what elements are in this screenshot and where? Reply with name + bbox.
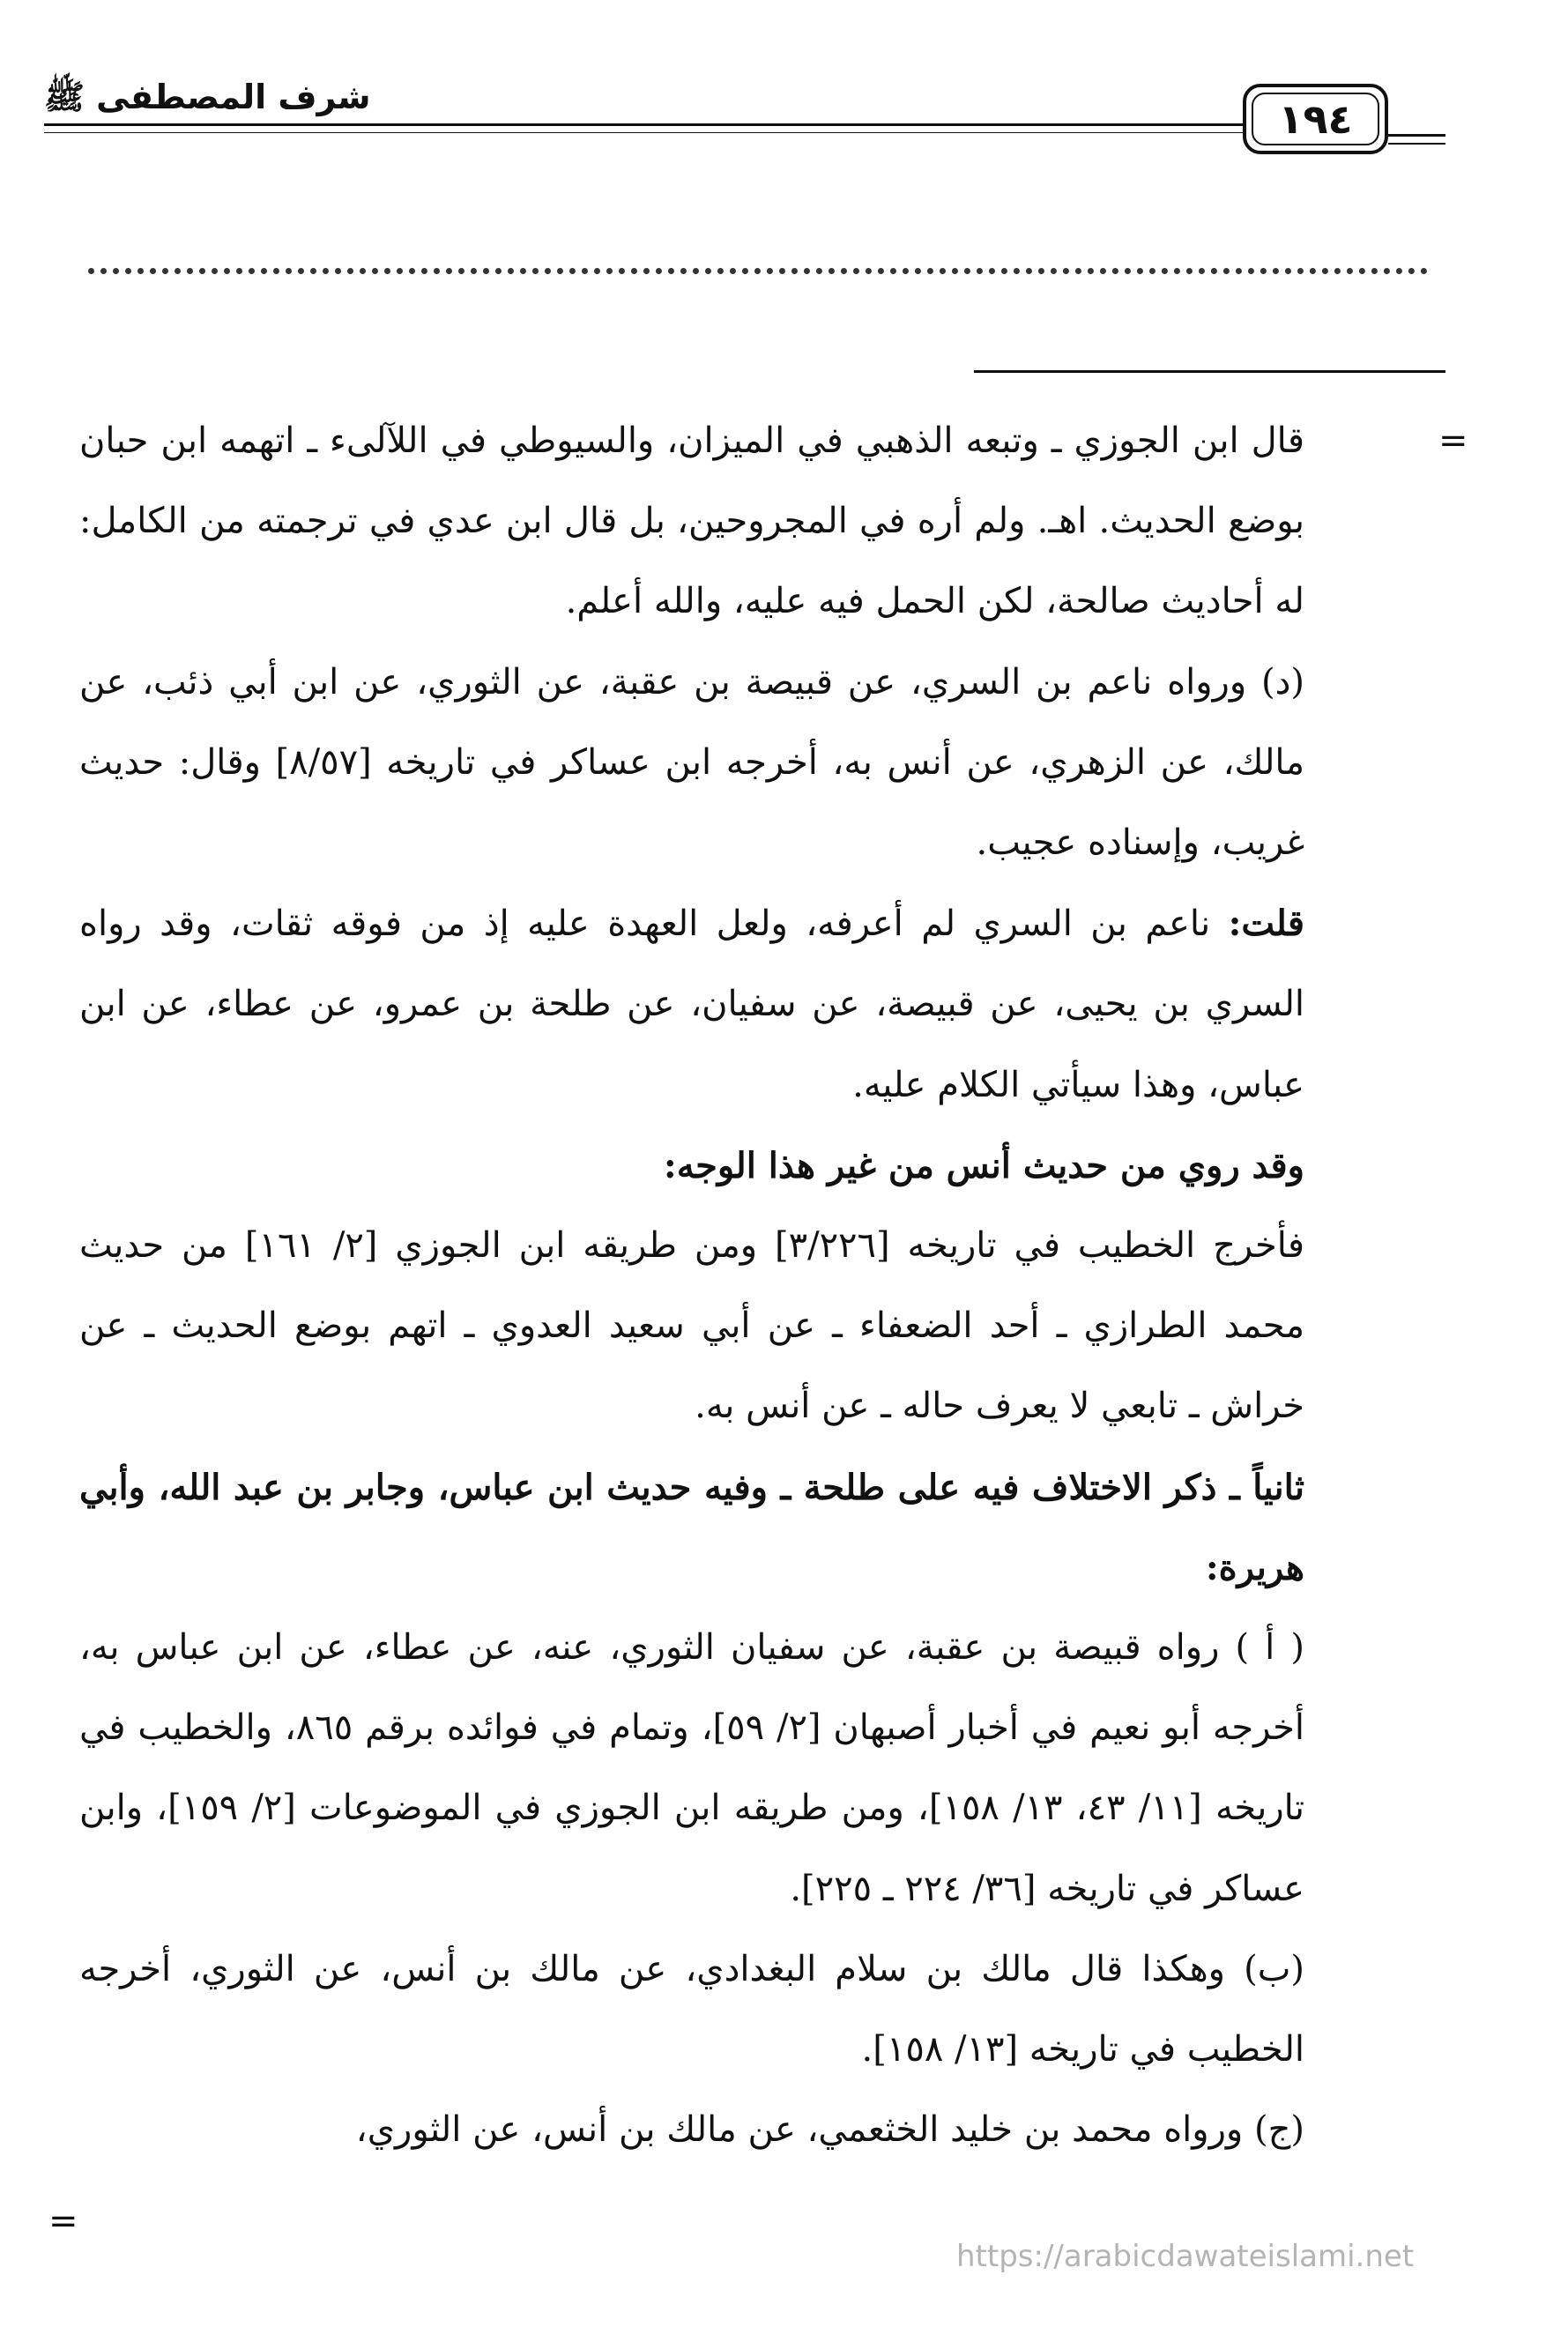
header-rule-left [44, 123, 1243, 126]
header-rule-right-thin [1388, 143, 1445, 145]
paragraph [79, 1929, 1304, 2090]
paragraph-lead: قلت: [1228, 903, 1304, 945]
paragraph-text: ( أ ) رواه قبيصة بن عقبة، عن سفيان الثوري، عنه، عن عطاء، عن ابن عباس به، أخرجه أبو نعيم في أخبار أصبهان [٢/ ٥٩]، وتمام في فوائده برقم ٨٦٥، والخطيب في تاريخه [١١/ ٤٣، ١٣/ ١٥٨]، ومن طريقه ابن الجوزي في الموضوعات [٢/ ١٥٩]، وابن عساكر في تاريخه [٣٦/ ٢٢٤ ـ ٢٢٥]. [79, 1627, 1304, 1909]
paragraph [79, 643, 1304, 884]
section-heading: وقد روي من حديث أنس من غير هذا الوجه: [663, 1144, 1304, 1186]
dotted-separator [88, 268, 1428, 274]
paragraph [79, 883, 1304, 1126]
footnote-body [79, 401, 1304, 2170]
paragraph-text: فأخرج الخطيب في تاريخه [٣/٢٢٦] ومن طريقه ابن الجوزي [٢/ ١٦١] من حديث محمد الطرازي ـ أحد الضعفاء ـ عن أبي سعيد العدوي ـ اتهم بوضع الحديث ـ عن خراش ـ تابعي لا يعرف حاله ـ عن أنس به. [79, 1225, 1305, 1427]
section-heading: ثانياً ـ ذكر الاختلاف فيه على طلحة ـ وفيه حديث ابن عباس، وجابر بن عبد الله، وأبي هريرة: [79, 1466, 1304, 1588]
paragraph [79, 1206, 1304, 1447]
paragraph-text: (ب) وهكذا قال مالك بن سلام البغدادي، عن مالك بن أنس، عن الثوري، أخرجه الخطيب في تاريخه [١٣/ ١٥٨]. [79, 1948, 1304, 2071]
page-number: ١٩٤ [1278, 95, 1353, 143]
watermark-url: https://arabicdawateislami.net [956, 2239, 1415, 2274]
continuation-marker-bottom: = [48, 2201, 78, 2242]
header-rule-right [1388, 134, 1445, 137]
paragraph-text: (د) ورواه ناعم بن السري، عن قبيصة بن عقبة، عن الثوري، عن ابن أبي ذئب، عن مالك، عن الزهري، عن أنس به، أخرجه ابن عساكر في تاريخه [٨/٥٧] وقال: حديث غريب، وإسناده عجيب. [79, 661, 1304, 864]
paragraph-text: ناعم بن السري لم أعرفه، ولعل العهدة عليه إذ من فوقه ثقات، وقد رواه السري بن يحيى، عن قبيصة، عن سفيان، عن طلحة بن عمرو، عن عطاء، عن ابن عباس، وهذا سيأتي الكلام عليه. [79, 903, 1304, 1105]
paragraph [79, 401, 1304, 643]
paragraph [79, 2090, 1304, 2170]
page-number-frame [1243, 84, 1388, 154]
footnote-separator [974, 370, 1445, 373]
running-title: شرف المصطفى ﷺ [44, 78, 371, 116]
continuation-marker-top: = [1438, 420, 1468, 461]
paragraph-text: قال ابن الجوزي ـ وتبعه الذهبي في الميزان، والسيوطي في اللآلىء ـ اتهمه ابن حبان بوضع الحديث. اهـ. ولم أره في المجروحين، بل قال ابن عدي في ترجمته من الكامل: له أحاديث صالحة، لكن الحمل فيه عليه، والله أعلم. [79, 420, 1304, 622]
header-rule-left-thin [44, 132, 1243, 133]
paragraph-text: (ج) ورواه محمد بن خليد الخثعمي، عن مالك بن أنس، عن الثوري، [355, 2109, 1304, 2151]
paragraph [79, 1608, 1304, 1929]
